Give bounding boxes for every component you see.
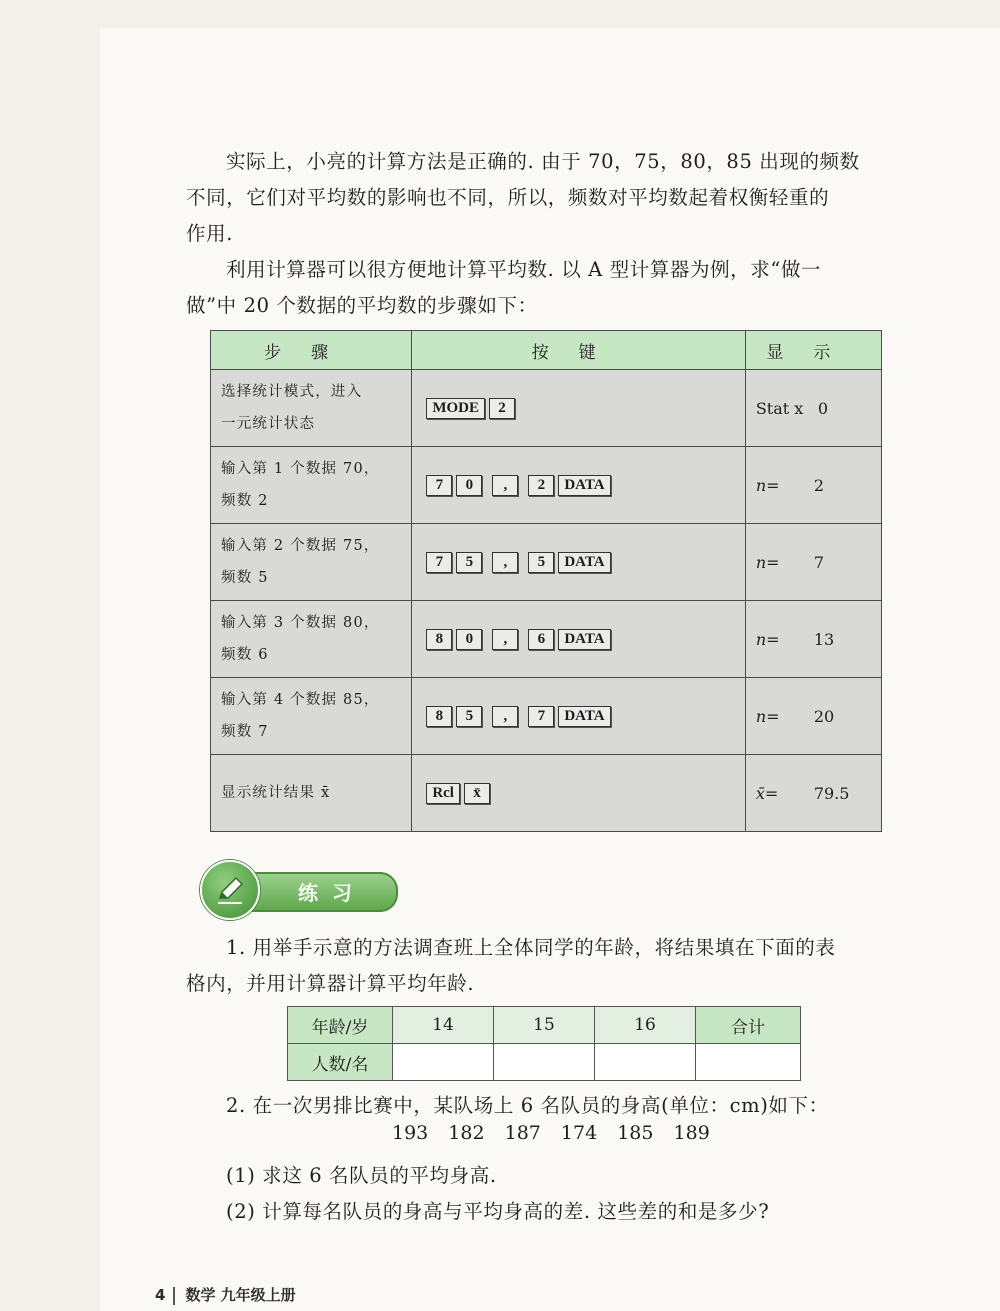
count-label: 人数/名	[288, 1044, 393, 1081]
step-cell: 输入第 4 个数据 85， 频数 7	[211, 678, 412, 755]
table-row	[211, 678, 882, 755]
intro-paragraph-1	[186, 144, 906, 252]
intro-paragraph-2	[186, 252, 906, 324]
table-row	[211, 601, 882, 678]
key: 5	[456, 552, 482, 573]
intro-line: 做”中 20 个数据的平均数的步骤如下：	[186, 294, 538, 317]
key: 7	[426, 475, 452, 496]
age-table	[287, 1006, 801, 1081]
key-mode: MODE	[426, 398, 485, 419]
key-data: DATA	[558, 475, 610, 496]
key-comma: ,	[492, 552, 518, 573]
key: 7	[426, 552, 452, 573]
calculator-steps-table	[210, 330, 882, 832]
display-cell: n= 2	[745, 447, 881, 524]
header-step: 步骤	[211, 331, 412, 370]
question-2	[186, 1088, 906, 1124]
exercise-badge-label: 练习	[298, 881, 366, 905]
intro-line: 不同，它们对平均数的影响也不同，所以，频数对平均数起着权衡轻重的	[186, 186, 830, 209]
step-cell: 输入第 3 个数据 80， 频数 6	[211, 601, 412, 678]
key-comma: ,	[492, 706, 518, 727]
header-display: 显示	[745, 331, 881, 370]
display-cell: n= 20	[745, 678, 881, 755]
step-cell: 输入第 1 个数据 70， 频数 2	[211, 447, 412, 524]
keys-cell	[412, 370, 746, 447]
question-line: 1. 用举手示意的方法调查班上全体同学的年龄，将结果填在下面的表	[226, 936, 836, 959]
question-2-subparts	[186, 1158, 906, 1230]
keys-cell	[412, 524, 746, 601]
table-row	[288, 1007, 801, 1044]
key-data: DATA	[558, 629, 610, 650]
page-footer	[155, 1284, 296, 1305]
step-cell: 选择统计模式，进入 一元统计状态	[211, 370, 412, 447]
question-line: 格内，并用计算器计算平均年龄.	[186, 972, 475, 995]
page-number: 4	[155, 1286, 166, 1304]
book-title: 数学 九年级上册	[185, 1286, 296, 1304]
key: 8	[426, 629, 452, 650]
age-label: 年龄/岁	[288, 1007, 393, 1044]
height-values: 193 182 187 174 185 189	[392, 1122, 710, 1144]
intro-line: 利用计算器可以很方便地计算平均数. 以 A 型计算器为例，求“做一	[226, 258, 822, 281]
age-value: 15	[494, 1007, 595, 1044]
display-cell: n= 13	[745, 601, 881, 678]
key: 2	[528, 475, 554, 496]
key: 8	[426, 706, 452, 727]
subquestion: (1) 求这 6 名队员的平均身高.	[226, 1164, 497, 1187]
step-cell: 显示统计结果 x̄	[211, 755, 412, 832]
keys-cell	[412, 678, 746, 755]
key-rcl: Rcl	[426, 783, 460, 804]
key: 5	[456, 706, 482, 727]
table-header-row	[211, 331, 882, 370]
intro-line: 实际上，小亮的计算方法是正确的. 由于 70，75，80，85 出现的频数	[226, 150, 860, 173]
step-cell: 输入第 2 个数据 75， 频数 5	[211, 524, 412, 601]
age-value: 16	[595, 1007, 696, 1044]
key-data: DATA	[558, 552, 610, 573]
count-cell	[393, 1044, 494, 1081]
key: 7	[528, 706, 554, 727]
subquestion: (2) 计算每名队员的身高与平均身高的差. 这些差的和是多少?	[226, 1200, 770, 1223]
key: 0	[456, 475, 482, 496]
question-1	[186, 930, 906, 1002]
key: 2	[489, 398, 515, 419]
count-cell	[696, 1044, 801, 1081]
count-cell	[595, 1044, 696, 1081]
display-cell: Stat x 0	[745, 370, 881, 447]
table-row	[211, 755, 882, 832]
key: 6	[528, 629, 554, 650]
intro-line: 作用.	[186, 222, 233, 245]
header-keys: 按键	[412, 331, 746, 370]
table-row	[211, 370, 882, 447]
pencil-icon	[200, 860, 260, 920]
key-mean: x̄	[464, 783, 490, 804]
age-value: 14	[393, 1007, 494, 1044]
keys-cell	[412, 447, 746, 524]
table-row	[211, 447, 882, 524]
exercise-badge	[186, 860, 396, 920]
display-cell: x̄= 79.5	[745, 755, 881, 832]
count-cell	[494, 1044, 595, 1081]
question-line: 2. 在一次男排比赛中，某队场上 6 名队员的身高(单位：cm)如下：	[226, 1094, 829, 1117]
keys-cell	[412, 755, 746, 832]
key: 5	[528, 552, 554, 573]
key: 0	[456, 629, 482, 650]
table-row	[288, 1044, 801, 1081]
display-cell: n= 7	[745, 524, 881, 601]
key-comma: ,	[492, 629, 518, 650]
key-comma: ,	[492, 475, 518, 496]
table-row	[211, 524, 882, 601]
key-data: DATA	[558, 706, 610, 727]
keys-cell	[412, 601, 746, 678]
total-label: 合计	[696, 1007, 801, 1044]
footer-divider	[173, 1287, 175, 1305]
